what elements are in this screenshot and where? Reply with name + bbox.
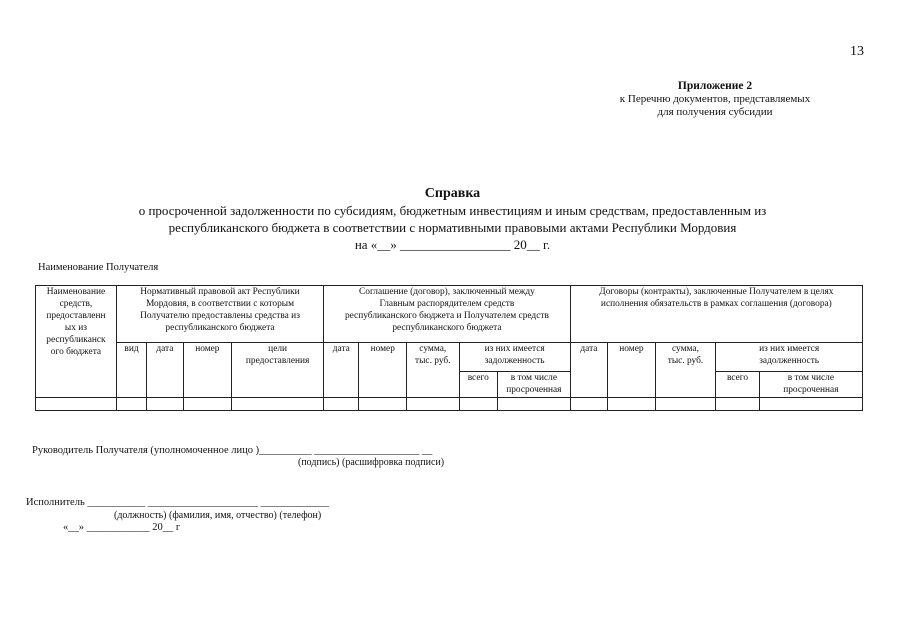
header-line: Получателю предоставлены средства из bbox=[140, 311, 300, 321]
header-line: задолженность bbox=[759, 356, 820, 366]
header-line: просроченная bbox=[506, 385, 562, 395]
total-header: всего bbox=[459, 372, 497, 398]
table-cell[interactable] bbox=[36, 398, 117, 411]
subtitle-line: республиканского бюджета в соответствии с нормативными правовыми актами Республики Мордовия bbox=[168, 220, 737, 235]
sum-header bbox=[406, 343, 459, 398]
header-line: Соглашение (договор), заключенный между bbox=[359, 287, 535, 297]
table-cell[interactable] bbox=[759, 398, 862, 411]
table-cell[interactable] bbox=[232, 398, 324, 411]
header-line: просроченная bbox=[783, 385, 839, 395]
purpose-header bbox=[232, 343, 324, 398]
appendix-header bbox=[565, 80, 865, 119]
table-cell[interactable] bbox=[116, 398, 146, 411]
table-cell[interactable] bbox=[183, 398, 232, 411]
number-header: номер bbox=[608, 343, 656, 398]
header-line: задолженность bbox=[484, 356, 545, 366]
header-line: республиканского бюджета bbox=[392, 323, 502, 333]
sum-header bbox=[655, 343, 716, 398]
subtitle-date-line: на «__» _________________ 20__ г. bbox=[354, 237, 551, 252]
table-cell[interactable] bbox=[655, 398, 716, 411]
table-cell[interactable] bbox=[147, 398, 183, 411]
subtitle-line: о просроченной задолженности по субсидиям, бюджетным инвестициям и иным средствам, предоставленным из bbox=[138, 203, 767, 218]
header-line: республиканского бюджета bbox=[165, 323, 275, 333]
table-cell[interactable] bbox=[359, 398, 407, 411]
header-line: Договоры (контракты), заключенные Получателем в целях bbox=[599, 287, 834, 297]
header-line: средств, bbox=[59, 299, 93, 309]
number-header: номер bbox=[183, 343, 232, 398]
debt-header bbox=[716, 343, 863, 372]
head-signature-line: Руководитель Получателя (уполномоченное лицо )__________ ____________________ __ bbox=[32, 445, 433, 456]
header-line: ого бюджета bbox=[50, 347, 102, 357]
appendix-line: к Перечню документов, представляемых bbox=[619, 93, 811, 105]
total-header: всего bbox=[716, 372, 759, 398]
legal-act-header bbox=[116, 286, 323, 343]
header-line: из них имеется bbox=[759, 344, 820, 354]
number-header: номер bbox=[359, 343, 407, 398]
debt-table bbox=[35, 285, 863, 411]
agreement-header bbox=[324, 286, 571, 343]
executor-caption: (должность) (фамилия, имя, отчество) (телефон) bbox=[114, 510, 322, 521]
header-line: в том числе bbox=[510, 373, 557, 383]
header-line: ых из bbox=[64, 323, 87, 333]
type-header: вид bbox=[116, 343, 146, 398]
date-header: дата bbox=[324, 343, 359, 398]
debt-header bbox=[459, 343, 570, 372]
header-line: в том числе bbox=[787, 373, 835, 383]
header-line: тыс. руб. bbox=[415, 356, 451, 366]
executor-line: Исполнитель ___________ _____________________ _____________ bbox=[26, 497, 329, 508]
header-line: республиканск bbox=[46, 335, 106, 345]
header-line: предоставленн bbox=[46, 311, 106, 321]
table-cell[interactable] bbox=[608, 398, 656, 411]
contracts-header bbox=[570, 286, 862, 343]
table-cell[interactable] bbox=[324, 398, 359, 411]
header-line: Главным распорядителем средств bbox=[379, 299, 515, 309]
appendix-title: Приложение 2 bbox=[677, 80, 753, 92]
table-cell[interactable] bbox=[716, 398, 759, 411]
table-cell[interactable] bbox=[459, 398, 497, 411]
overdue-header bbox=[759, 372, 862, 398]
header-line: Мордовия, в соответствии с которым bbox=[145, 299, 295, 309]
header-line: исполнения обязательств в рамках соглашения (договора) bbox=[600, 299, 832, 309]
table-row bbox=[36, 398, 863, 411]
document-title: Справка bbox=[424, 186, 481, 201]
header-line: цели bbox=[268, 344, 288, 354]
table-cell[interactable] bbox=[406, 398, 459, 411]
overdue-header bbox=[497, 372, 570, 398]
header-line: Наименование bbox=[46, 287, 106, 297]
date-line: «__» ____________ 20__ г bbox=[63, 522, 181, 533]
header-line: Нормативный правовой акт Республики bbox=[140, 287, 300, 297]
recipient-label: Наименование Получателя bbox=[38, 262, 159, 273]
header-line: сумма, bbox=[672, 344, 699, 354]
header-line: предоставления bbox=[245, 356, 310, 366]
header-line: республиканского бюджета и Получателем средств bbox=[344, 311, 549, 321]
funds-name-header bbox=[36, 286, 117, 398]
appendix-line: для получения субсидии bbox=[657, 106, 773, 118]
header-line: из них имеется bbox=[484, 344, 545, 354]
head-signature-caption: (подпись) (расшифровка подписи) bbox=[298, 457, 445, 468]
header-line: тыс. руб. bbox=[667, 356, 704, 366]
date-header: дата bbox=[570, 343, 607, 398]
document-subtitle bbox=[60, 202, 845, 253]
table-cell[interactable] bbox=[497, 398, 570, 411]
header-line: сумма, bbox=[419, 344, 447, 354]
page-number: 13 bbox=[850, 44, 864, 59]
date-header: дата bbox=[147, 343, 183, 398]
table-cell[interactable] bbox=[570, 398, 607, 411]
